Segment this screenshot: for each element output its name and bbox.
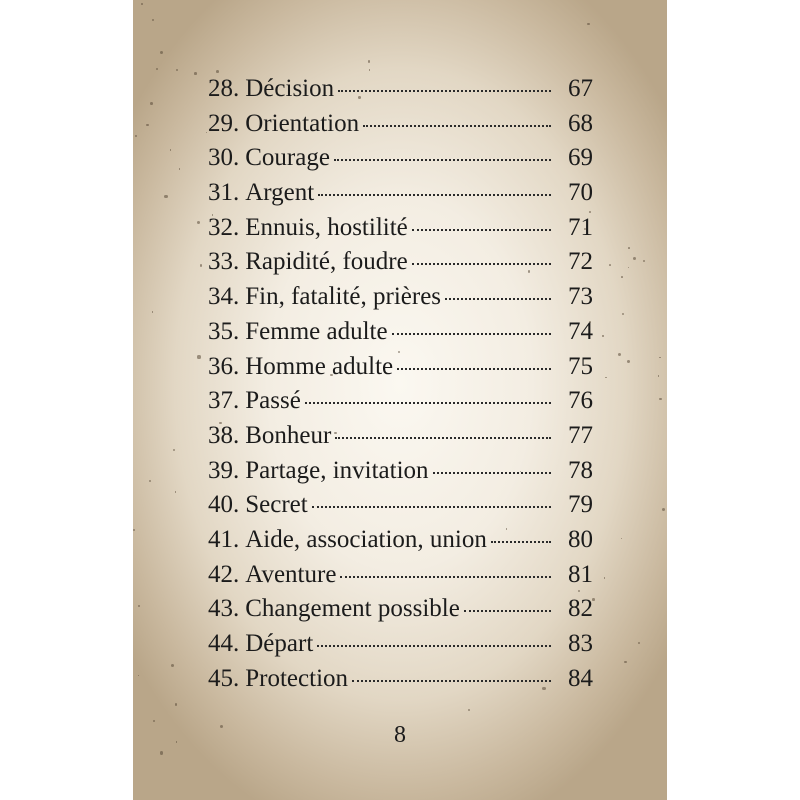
toc-entry [208, 107, 593, 142]
toc-entry [208, 419, 593, 454]
paper-speck [633, 257, 636, 260]
paper-speck [160, 51, 163, 54]
toc-entry [208, 488, 593, 523]
toc-entry [208, 280, 593, 315]
dot-leader [312, 506, 551, 508]
entry-page: 81 [568, 560, 593, 588]
paper-speck [197, 221, 200, 224]
entry-page: 84 [568, 664, 593, 692]
paper-speck [658, 375, 660, 377]
entry-title: Courage [245, 144, 330, 172]
dot-leader [338, 90, 551, 92]
entry-number: 29. [208, 109, 240, 137]
entry-page: 76 [568, 387, 593, 415]
entry-page: 75 [568, 352, 593, 380]
entry-title: Protection [245, 664, 349, 692]
entry-title: Femme adulte [245, 317, 388, 345]
paper-speck [160, 751, 163, 754]
paper-speck [638, 642, 640, 644]
book-page [133, 0, 667, 800]
dot-leader [464, 610, 551, 612]
paper-speck [149, 480, 151, 482]
paper-speck [164, 195, 167, 198]
paper-speck [152, 19, 154, 21]
paper-speck [628, 247, 630, 249]
entry-number: 43. [208, 595, 240, 623]
entry-number: 45. [208, 664, 240, 692]
entry-number: 36. [208, 352, 240, 380]
paper-speck [621, 538, 622, 539]
entry-number: 35. [208, 317, 240, 345]
paper-speck [194, 72, 197, 75]
toc-entry [208, 523, 593, 558]
paper-speck [624, 661, 627, 664]
entry-number: 34. [208, 283, 240, 311]
dot-leader [491, 541, 551, 543]
paper-speck [156, 68, 158, 70]
toc-entry [208, 384, 593, 419]
toc-entry [208, 592, 593, 627]
entry-page: 72 [568, 248, 593, 276]
entry-title: Aide, association, union [245, 525, 487, 553]
entry-title: Ennuis, hostilité [245, 213, 408, 241]
entry-page: 68 [568, 109, 593, 137]
entry-number: 42. [208, 560, 240, 588]
paper-speck [176, 69, 178, 71]
entry-title: Rapidité, foudre [245, 248, 408, 276]
paper-speck [135, 135, 137, 137]
toc-entry [208, 176, 593, 211]
dot-leader [392, 333, 551, 335]
toc-entry [208, 211, 593, 246]
toc-entry [208, 350, 593, 385]
entry-title: Argent [245, 179, 315, 207]
dot-leader [352, 680, 551, 682]
paper-speck [369, 69, 371, 71]
paper-speck [138, 605, 140, 607]
entry-title: Décision [245, 75, 335, 102]
entry-number: 44. [208, 630, 240, 657]
entry-page: 77 [568, 421, 593, 449]
dot-leader [317, 645, 551, 647]
entry-number: 37. [208, 387, 240, 415]
paper-speck [605, 377, 607, 379]
entry-page: 70 [568, 179, 593, 207]
paper-speck [604, 577, 605, 578]
paper-speck [468, 709, 470, 711]
entry-title: Bonheur [245, 421, 332, 449]
dot-leader [412, 263, 551, 265]
toc-entry [208, 72, 593, 107]
paper-speck [175, 703, 177, 705]
entry-number: 30. [208, 144, 240, 172]
entry-number: 39. [208, 456, 240, 484]
entry-title: Homme adulte [245, 352, 394, 380]
dot-leader [363, 125, 551, 127]
dot-leader [412, 229, 551, 231]
table-of-contents [208, 72, 593, 696]
entry-number: 38. [208, 421, 240, 449]
toc-entry [208, 454, 593, 489]
entry-number: 32. [208, 213, 240, 241]
page-number: 8 [394, 722, 406, 748]
toc-entry [208, 627, 593, 662]
entry-number: 33. [208, 248, 240, 276]
entry-number: 40. [208, 491, 240, 519]
paper-speck [662, 508, 665, 511]
entry-page: 82 [568, 595, 593, 623]
toc-entry [208, 315, 593, 350]
paper-speck [628, 267, 629, 268]
entry-page: 83 [568, 630, 593, 657]
paper-speck [141, 3, 143, 5]
entry-title: Fin, fatalité, prières [245, 283, 442, 311]
dot-leader [335, 437, 551, 439]
entry-title: Passé [245, 387, 301, 415]
paper-speck [618, 353, 621, 356]
entry-page: 67 [568, 75, 593, 102]
paper-speck [179, 168, 180, 169]
entry-title: Orientation [245, 109, 360, 137]
entry-page: 79 [568, 491, 593, 519]
dot-leader [433, 472, 551, 474]
entry-number: 31. [208, 179, 240, 207]
paper-speck [621, 276, 623, 278]
dot-leader [318, 194, 551, 196]
paper-speck [368, 60, 370, 62]
paper-speck [206, 132, 207, 133]
paper-speck [602, 335, 603, 336]
entry-title: Changement possible [245, 595, 460, 623]
paper-speck [197, 355, 200, 358]
entry-number: 41. [208, 525, 240, 553]
entry-page: 71 [568, 213, 593, 241]
paper-speck [171, 664, 174, 667]
entry-page: 73 [568, 283, 593, 311]
entry-title: Secret [245, 491, 308, 519]
entry-title: Partage, invitation [245, 456, 429, 484]
paper-speck [146, 124, 149, 127]
paper-speck [609, 264, 611, 266]
paper-speck [152, 311, 153, 312]
paper-speck [150, 102, 153, 105]
entry-page: 74 [568, 317, 593, 345]
paper-speck [627, 360, 630, 363]
paper-speck [659, 357, 661, 359]
entry-title: Aventure [245, 560, 337, 588]
dot-leader [397, 368, 551, 370]
entry-page: 78 [568, 456, 593, 484]
toc-entry [208, 245, 593, 280]
toc-entry [208, 141, 593, 176]
entry-page: 80 [568, 525, 593, 553]
paper-speck [622, 313, 624, 315]
paper-speck [170, 149, 172, 151]
dot-leader [334, 159, 551, 161]
paper-speck [138, 675, 140, 677]
dot-leader [445, 298, 551, 300]
toc-entry [208, 662, 593, 697]
paper-speck [643, 260, 645, 262]
entry-title: Départ [245, 630, 314, 657]
entry-number: 28. [208, 75, 240, 102]
paper-speck [587, 23, 589, 25]
dot-leader [340, 576, 551, 578]
toc-entry [208, 558, 593, 593]
paper-speck [200, 264, 202, 266]
paper-speck [173, 449, 175, 451]
paper-speck [659, 398, 661, 400]
paper-speck [175, 491, 176, 492]
paper-speck [133, 529, 135, 531]
entry-page: 69 [568, 144, 593, 172]
dot-leader [305, 402, 551, 404]
